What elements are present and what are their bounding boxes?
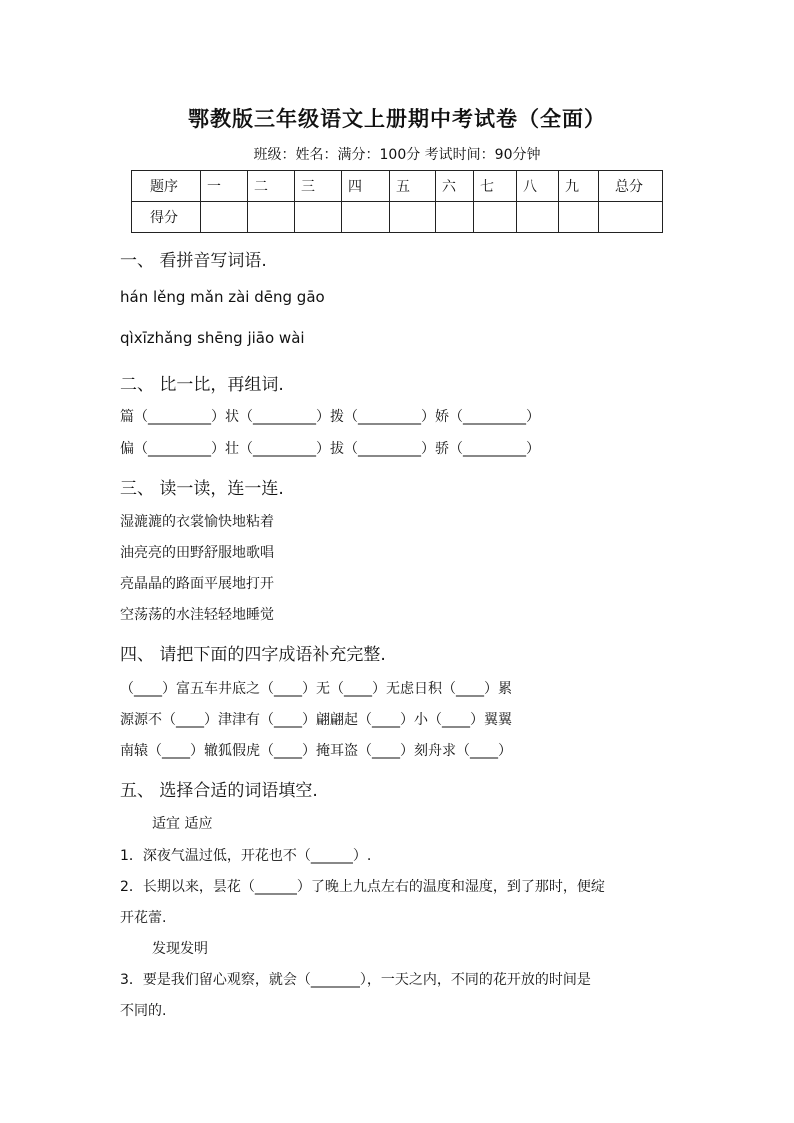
- score-cell[interactable]: [436, 202, 474, 233]
- header-cell: 二: [248, 171, 295, 202]
- header-cell: 总分: [599, 171, 663, 202]
- section-4-heading: 四、 请把下面的四字成语补充完整.: [120, 645, 386, 665]
- score-cell[interactable]: [201, 202, 248, 233]
- header-cell: 六: [436, 171, 474, 202]
- page-title: 鄂教版三年级语文上册期中考试卷（全面）: [188, 106, 606, 131]
- section-5-heading: 五、 选择合适的词语填空.: [120, 781, 318, 801]
- header-cell: 五: [390, 171, 436, 202]
- question-3-continued: 不同的.: [120, 1003, 167, 1019]
- header-cell: 一: [201, 171, 248, 202]
- word-options: 发现发明: [152, 941, 208, 957]
- section-2-heading: 二、 比一比，再组词.: [120, 375, 284, 395]
- score-cell[interactable]: [390, 202, 436, 233]
- exam-info: 班级：姓名：满分：100分 考试时间：90分钟: [253, 147, 541, 163]
- score-cell[interactable]: [599, 202, 663, 233]
- score-cell[interactable]: [517, 202, 559, 233]
- score-cell[interactable]: [559, 202, 599, 233]
- score-cell[interactable]: [474, 202, 517, 233]
- score-table-header-row: [132, 171, 663, 202]
- header-cell: 九: [559, 171, 599, 202]
- score-cell[interactable]: [295, 202, 342, 233]
- score-cell[interactable]: [248, 202, 295, 233]
- row-label: 得分: [132, 202, 201, 233]
- match-line: 亮晶晶的路面平展地打开: [120, 576, 274, 592]
- question-2: 2．长期以来，昙花（______）了晚上九点左右的温度和湿度，到了那时，便绽: [120, 879, 605, 895]
- header-cell: 题序: [132, 171, 201, 202]
- match-line: 湿漉漉的衣裳愉快地粘着: [120, 514, 274, 530]
- header-cell: 八: [517, 171, 559, 202]
- match-line: 空荡荡的水洼轻轻地睡觉: [120, 607, 274, 623]
- header-cell: 四: [342, 171, 390, 202]
- idiom-line: 源源不（____）津津有（____）翩翩起（____）小（____）翼翼: [120, 712, 512, 728]
- header-cell: 三: [295, 171, 342, 202]
- section-1-heading: 一、 看拼音写词语.: [120, 251, 267, 271]
- pinyin-line: hán lěng mǎn zài dēng gāo: [120, 288, 325, 306]
- idiom-line: （____）富五车井底之（____）无（____）无虑日积（____）累: [120, 681, 512, 697]
- score-table: [131, 170, 663, 233]
- pinyin-line: qìxīzhǎng shēng jiāo wài: [120, 329, 305, 347]
- match-line: 油亮亮的田野舒服地歌唱: [120, 545, 274, 561]
- score-cell[interactable]: [342, 202, 390, 233]
- question-3: 3．要是我们留心观察，就会（_______），一天之内，不同的花开放的时间是: [120, 972, 591, 988]
- score-table-score-row: [132, 202, 663, 233]
- compare-line: 偏（_________）壮（_________）拔（_________）骄（_________）: [120, 441, 540, 457]
- compare-line: 篇（_________）状（_________）拨（_________）娇（_________）: [120, 409, 540, 425]
- idiom-line: 南辕（____）辙狐假虎（____）掩耳盗（____）刻舟求（____）: [120, 743, 512, 759]
- section-3-heading: 三、 读一读，连一连.: [120, 479, 284, 499]
- word-options: 适宜 适应: [152, 816, 213, 832]
- header-cell: 七: [474, 171, 517, 202]
- question-1: 1．深夜气温过低，开花也不（______）.: [120, 848, 372, 864]
- question-2-continued: 开花蕾.: [120, 910, 167, 926]
